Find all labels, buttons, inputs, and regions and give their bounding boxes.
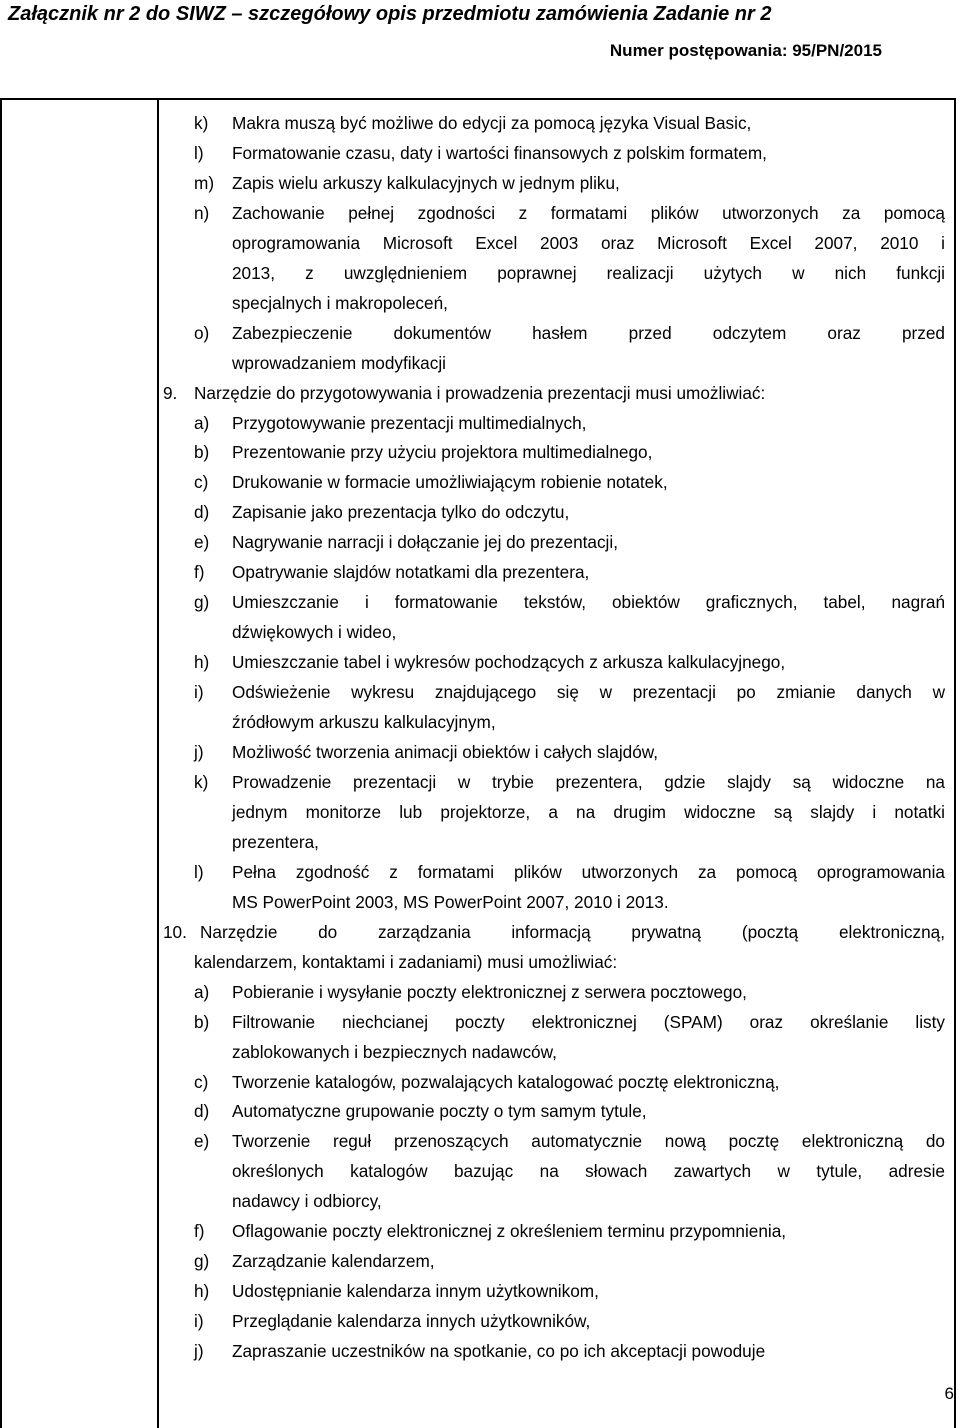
- list-item-label: m): [194, 172, 215, 193]
- list-item-continuation: prezentera,: [232, 831, 319, 852]
- requirements-list: [163, 109, 945, 1367]
- list-item-label: g): [194, 592, 210, 613]
- section-intro-continuation: kalendarzem, kontaktami i zadaniami) musi umożliwiać:: [194, 951, 618, 972]
- list-item: [163, 588, 945, 618]
- list-item-label: h): [194, 652, 210, 673]
- document-header-title: Załącznik nr 2 do SIWZ – szczegółowy opis przedmiotu zamówienia Zadanie nr 2: [8, 3, 772, 25]
- list-item-text: Opatrywanie slajdów notatkami dla prezentera,: [232, 562, 590, 583]
- page-number: 6: [944, 1384, 954, 1403]
- list-item: [163, 858, 945, 888]
- list-item-continuation: 2013, z uwzględnieniem poprawnej realizacji użytych w nich funkcji: [232, 262, 945, 283]
- list-item: [163, 1127, 945, 1157]
- section-intro: Narzędzie do zarządzania informacją prywatną (pocztą elektroniczną,: [200, 921, 945, 942]
- list-item-continuation: specjalnych i makropoleceń,: [232, 292, 448, 313]
- list-item: [163, 978, 945, 1008]
- list-item: [163, 558, 945, 588]
- list-item-label: g): [194, 1251, 210, 1272]
- list-item-text: Makra muszą być możliwe do edycji za pomocą języka Visual Basic,: [232, 113, 752, 133]
- list-item-label: c): [194, 1071, 209, 1092]
- list-item-label: d): [194, 1101, 210, 1122]
- list-item-text: Zachowanie pełnej zgodności z formatami plików utworzonych za pomocą: [232, 202, 945, 223]
- list-item-continuation: oprogramowania Microsoft Excel 2003 oraz Microsoft Excel 2007, 2010 i: [232, 232, 945, 253]
- list-item-text: Prezentowanie przy użyciu projektora multimedialnego,: [232, 442, 653, 463]
- list-item-label: a): [194, 981, 210, 1002]
- list-item-label: j): [194, 1341, 204, 1362]
- list-item-text: Umieszczanie i formatowanie tekstów, obiektów graficznych, tabel, nagrań: [232, 592, 945, 613]
- list-item: [163, 1217, 945, 1247]
- list-item-text: Zarządzanie kalendarzem,: [232, 1251, 435, 1272]
- list-item-text: Zapisanie jako prezentacja tylko do odczytu,: [232, 502, 570, 523]
- procedure-number: Numer postępowania: 95/PN/2015: [609, 41, 882, 60]
- list-item: [163, 648, 945, 678]
- list-item-text: Udostępnianie kalendarza innym użytkownikom,: [232, 1281, 599, 1302]
- list-item: [163, 528, 945, 558]
- list-item: [163, 438, 945, 468]
- list-item: [163, 678, 945, 708]
- list-item-text: Zapraszanie uczestników na spotkanie, co po ich akceptacji powoduje: [232, 1341, 766, 1362]
- list-item-text: Przeglądanie kalendarza innych użytkowników,: [232, 1311, 591, 1332]
- list-item-text: Formatowanie czasu, daty i wartości finansowych z polskim formatem,: [232, 142, 767, 163]
- list-item-text: Pełna zgodność z formatami plików utworzonych za pomocą oprogramowania: [232, 861, 945, 882]
- list-item-text: Oflagowanie poczty elektronicznej z określeniem terminu przypomnienia,: [232, 1221, 787, 1242]
- list-item-continuation: wprowadzaniem modyfikacji: [232, 352, 446, 373]
- list-item-label: i): [194, 682, 204, 703]
- list-item-text: Prowadzenie prezentacji w trybie prezentera, gdzie slajdy są widoczne na: [232, 771, 945, 792]
- list-item-label: a): [194, 412, 210, 433]
- list-item: [163, 738, 945, 768]
- list-item: [163, 1097, 945, 1127]
- list-item-label: k): [194, 771, 209, 792]
- list-item-label: n): [194, 202, 210, 223]
- list-item-text: Pobieranie i wysyłanie poczty elektronicznej z serwera pocztowego,: [232, 981, 747, 1002]
- list-item: [163, 319, 945, 349]
- section-intro: Narzędzie do przygotowywania i prowadzenia prezentacji musi umożliwiać:: [194, 382, 766, 403]
- list-item: [163, 468, 945, 498]
- list-item-text: Nagrywanie narracji i dołączanie jej do prezentacji,: [232, 532, 618, 553]
- list-item-label: c): [194, 472, 209, 493]
- list-item: [163, 1068, 945, 1098]
- list-item-label: f): [194, 562, 205, 583]
- list-item-label: b): [194, 1011, 210, 1032]
- list-item-label: o): [194, 322, 210, 343]
- list-item-label: i): [194, 1311, 204, 1332]
- list-item: [163, 169, 945, 199]
- list-item-text: Automatyczne grupowanie poczty o tym samym tytule,: [232, 1101, 647, 1122]
- list-item-continuation: źródłowym arkuszu kalkulacyjnym,: [232, 712, 496, 733]
- list-item: [163, 1247, 945, 1277]
- list-item: [163, 109, 945, 139]
- list-item-text: Drukowanie w formacie umożliwiającym robienie notatek,: [232, 472, 668, 493]
- list-item: [163, 1008, 945, 1038]
- list-item-label: e): [194, 1131, 210, 1152]
- list-item-label: l): [194, 142, 204, 163]
- list-item-text: Tworzenie katalogów, pozwalających katalogować pocztę elektroniczną,: [232, 1071, 780, 1092]
- list-item: [163, 1307, 945, 1337]
- section-number: 10.: [163, 921, 187, 942]
- list-item-continuation: jednym monitorze lub projektorze, a na drugim widoczne są slajdy i notatki: [232, 801, 945, 822]
- list-item-text: Filtrowanie niechcianej poczty elektronicznej (SPAM) oraz określanie listy: [232, 1011, 945, 1032]
- list-item-continuation: zablokowanych i bezpiecznych nadawców,: [232, 1041, 557, 1062]
- list-item-text: Odświeżenie wykresu znajdującego się w prezentacji po zmianie danych w: [232, 682, 945, 703]
- section-number: 9.: [163, 382, 178, 403]
- list-item: [163, 1277, 945, 1307]
- list-item-continuation: dźwiękowych i wideo,: [232, 622, 397, 643]
- list-item-continuation: określonych katalogów bazując na słowach zawartych w tytule, adresie: [232, 1161, 945, 1182]
- list-item-text: Zapis wielu arkuszy kalkulacyjnych w jednym pliku,: [232, 172, 620, 193]
- list-item: [163, 1337, 945, 1367]
- table-column-divider: [157, 98, 159, 1428]
- list-item: [163, 139, 945, 169]
- list-item-text: Zabezpieczenie dokumentów hasłem przed odczytem oraz przed: [232, 322, 945, 343]
- list-item-text: Możliwość tworzenia animacji obiektów i całych slajdów,: [232, 742, 659, 763]
- list-item: [163, 199, 945, 229]
- list-item: [163, 409, 945, 439]
- list-item-label: d): [194, 502, 210, 523]
- list-item-label: l): [194, 861, 204, 882]
- list-item-label: e): [194, 532, 210, 553]
- list-item-label: b): [194, 442, 210, 463]
- list-item-text: Umieszczanie tabel i wykresów pochodzących z arkusza kalkulacyjnego,: [232, 652, 786, 673]
- list-item-label: h): [194, 1281, 210, 1302]
- list-item: [163, 498, 945, 528]
- section9-heading: [163, 379, 945, 409]
- list-item-continuation: MS PowerPoint 2003, MS PowerPoint 2007, 2010 i 2013.: [232, 891, 669, 912]
- section10-heading: [163, 918, 945, 948]
- list-item-label: f): [194, 1221, 205, 1242]
- list-item: [163, 768, 945, 798]
- list-item-continuation: nadawcy i odbiorcy,: [232, 1191, 382, 1212]
- list-item-text: Przygotowywanie prezentacji multimedialnych,: [232, 412, 587, 433]
- list-item-text: Tworzenie reguł przenoszących automatycznie nową pocztę elektroniczną do: [232, 1131, 945, 1152]
- list-item-label: j): [194, 742, 204, 763]
- list-item-label: k): [194, 113, 209, 133]
